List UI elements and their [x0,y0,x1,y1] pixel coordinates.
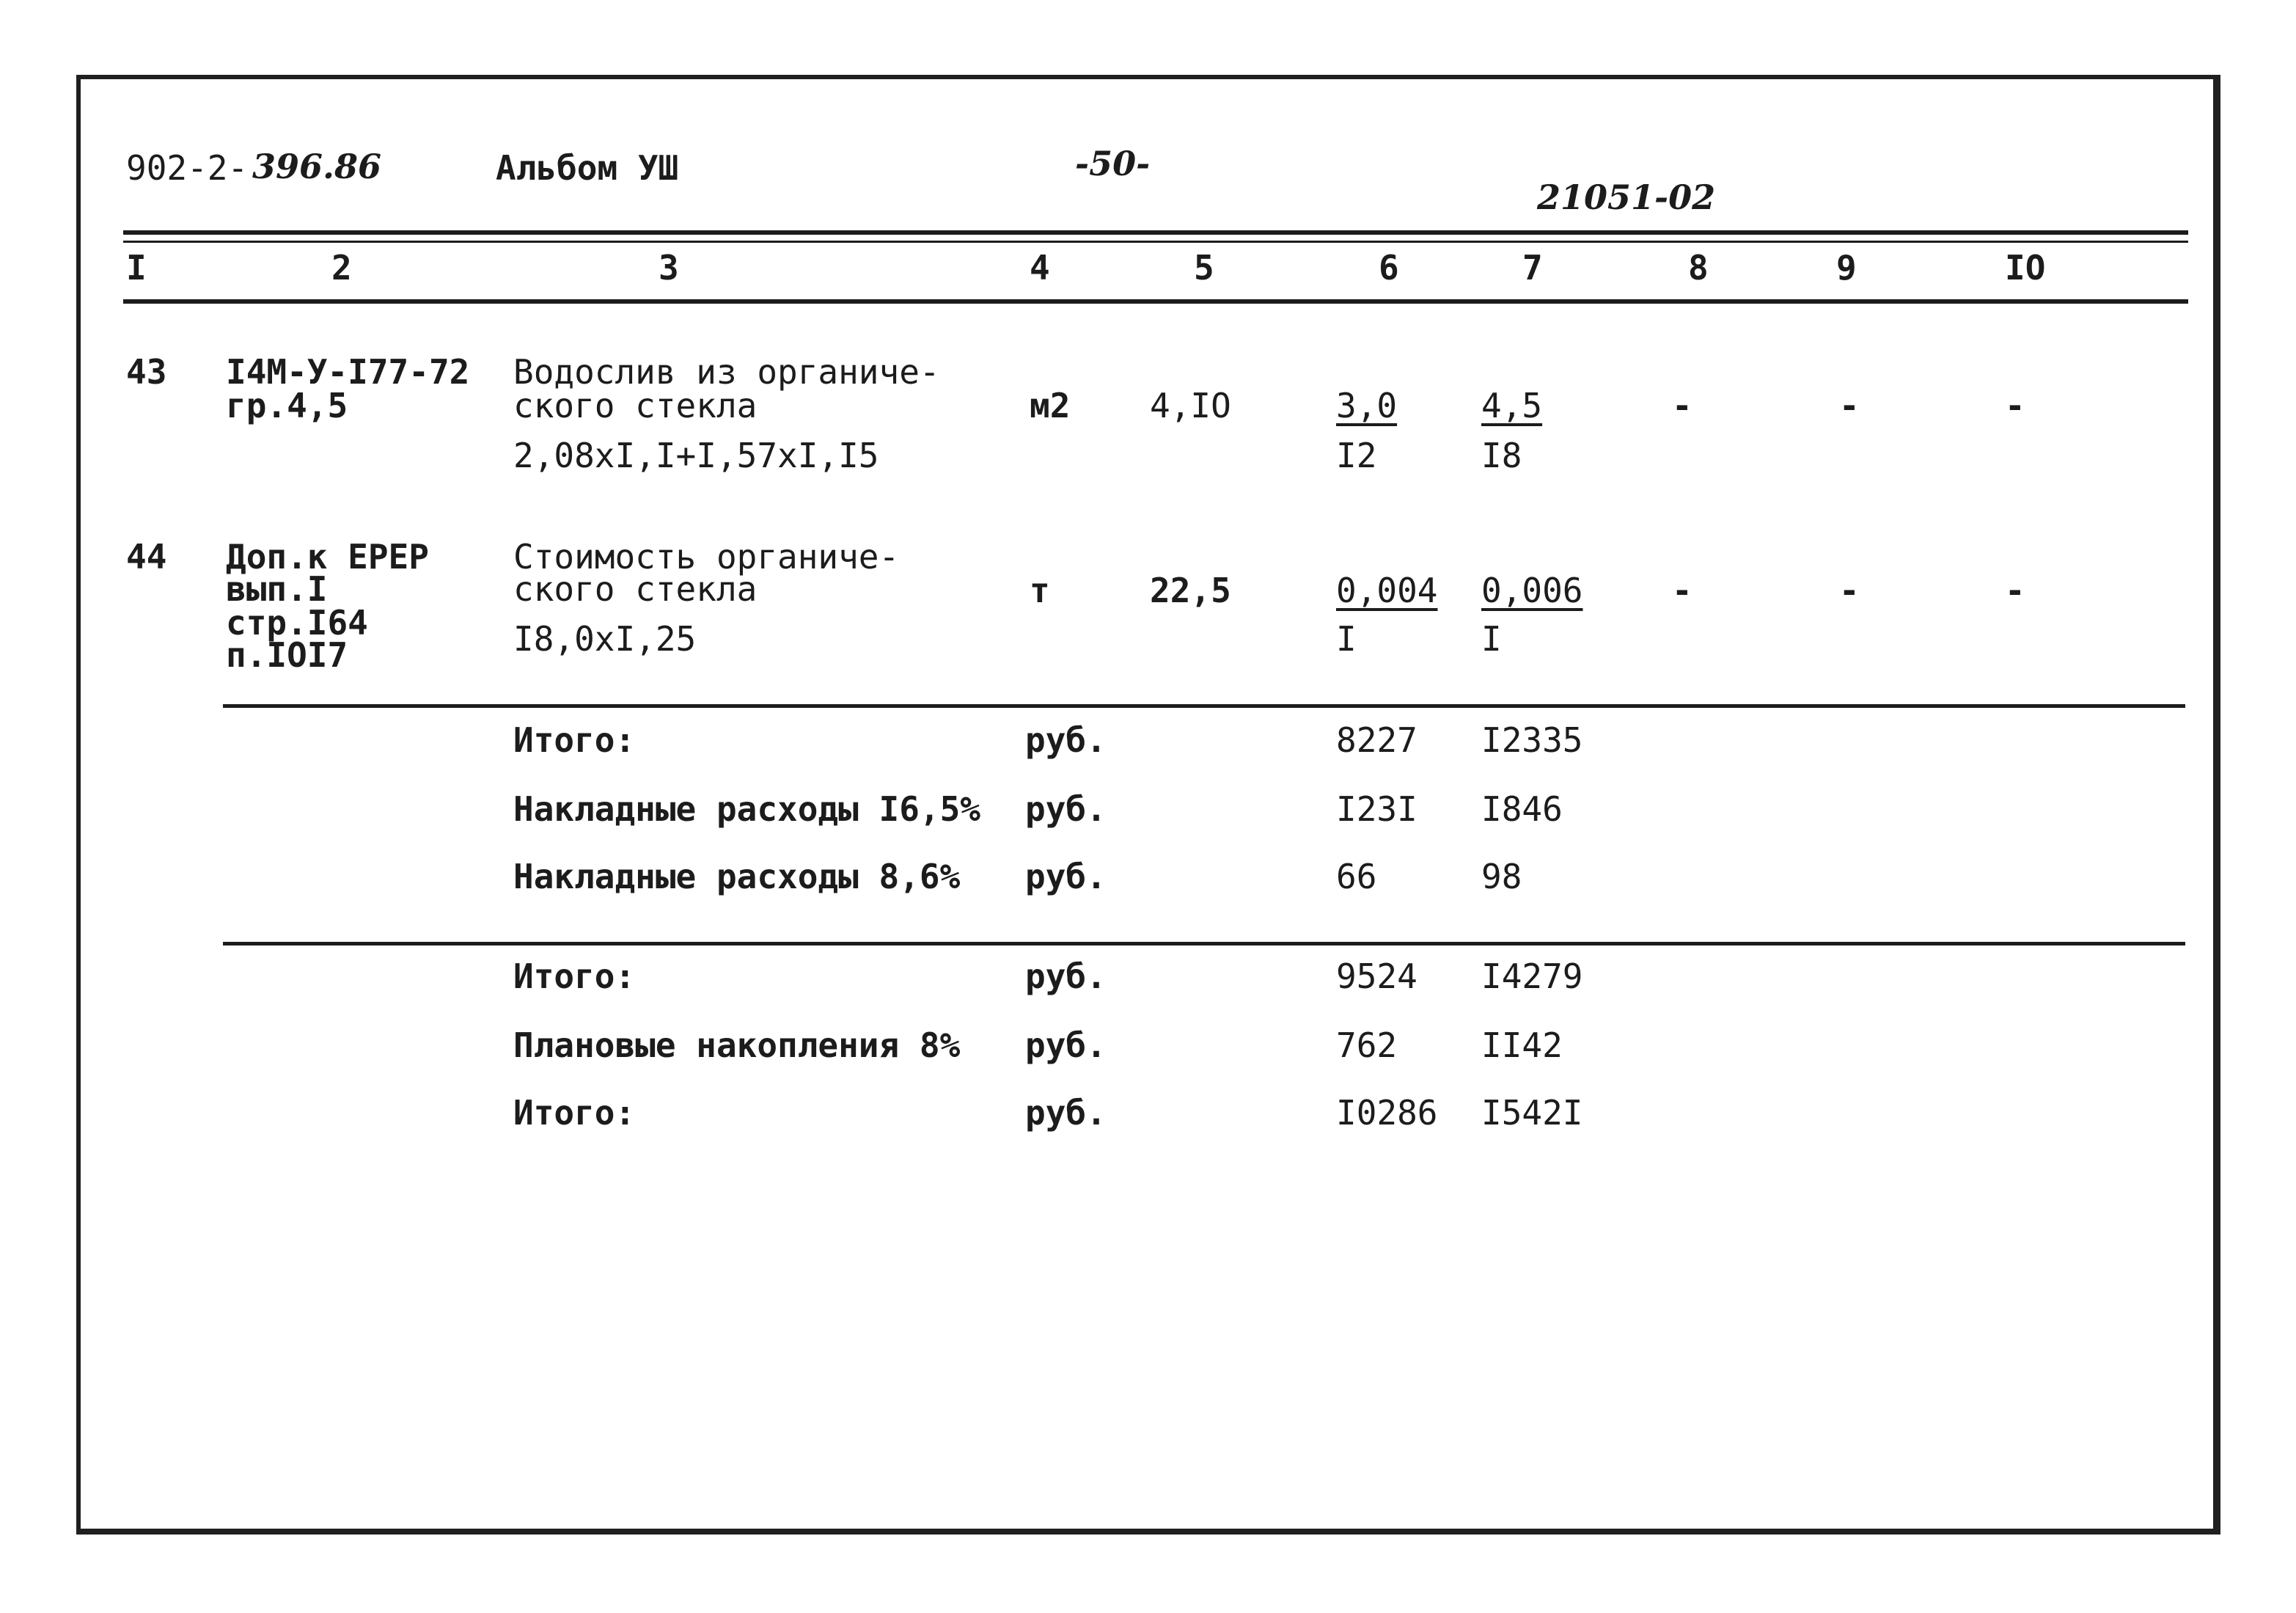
page-frame [76,75,2220,1535]
summary-col7: I4279 [1481,957,1583,996]
summary-col7: II42 [1481,1025,1563,1065]
column-header-4: 4 [1030,248,1050,288]
row-col10: - [2005,571,2025,610]
summary-unit: руб. [1025,957,1107,996]
column-header-9: 9 [1836,248,1857,288]
project-code-number: 396.86 [252,147,382,186]
summary-label: Итого: [513,957,636,996]
summary-rule-2 [223,942,2185,946]
column-header-8: 8 [1688,248,1709,288]
row-number: 43 [126,352,167,392]
row-quantity: 4,IO [1150,386,1231,425]
row-col7-norm: 0,006 [1481,571,1583,610]
summary-label: Накладные расходы I6,5% [513,789,980,829]
column-header-7: 7 [1522,248,1543,288]
row-reference-line: стр.I64 [226,603,368,643]
column-header-3: 3 [659,248,679,288]
summary-label: Плановые накопления 8% [513,1025,961,1065]
summary-col6: I0286 [1336,1093,1438,1133]
column-header-rule [123,299,2188,304]
column-header-2: 2 [331,248,352,288]
row-col6-value: I2 [1336,436,1377,475]
row-description-line: ского стекла [513,386,758,425]
column-header-6: 6 [1379,248,1399,288]
row-reference-line: гр.4,5 [226,386,348,425]
summary-label: Итого: [513,720,636,760]
header-top-rule-thin [123,241,2188,243]
row-reference-line: I4M-У-I77-72 [226,352,470,392]
row-description-line: ского стекла [513,569,758,609]
column-header-1: I [126,248,147,288]
summary-col7: 98 [1481,857,1522,896]
row-col6-norm: 0,004 [1336,571,1438,610]
row-col7-norm: 4,5 [1481,386,1543,425]
row-col7-value: I [1481,619,1502,659]
row-unit: м2 [1030,386,1071,425]
header-top-rule [123,230,2188,235]
summary-col6: 9524 [1336,957,1417,996]
summary-unit: руб. [1025,720,1107,760]
row-col8: - [1672,386,1692,425]
row-formula: I8,0xI,25 [513,619,697,659]
row-description-line: Стоимость органиче- [513,537,900,577]
summary-col6: I23I [1336,789,1417,829]
row-col7-value: I8 [1481,436,1522,475]
row-quantity: 22,5 [1150,571,1231,610]
row-col9: - [1839,386,1860,425]
summary-col6: 8227 [1336,720,1417,760]
row-col6-value: I [1336,619,1357,659]
row-reference-line: п.IOI7 [226,635,348,675]
row-col6-norm: 3,0 [1336,386,1398,425]
column-header-10: IO [2005,248,2046,288]
row-number: 44 [126,537,167,577]
summary-label: Итого: [513,1093,636,1133]
summary-unit: руб. [1025,857,1107,896]
summary-col7: I542I [1481,1093,1583,1133]
summary-col7: I2335 [1481,720,1583,760]
summary-unit: руб. [1025,789,1107,829]
summary-unit: руб. [1025,1025,1107,1065]
summary-col7: I846 [1481,789,1563,829]
summary-label: Накладные расходы 8,6% [513,857,961,896]
album-label: Альбом УШ [496,148,679,188]
project-code-prefix: 902-2- [126,148,249,188]
row-reference-line: вып.I [226,569,328,609]
row-col9: - [1839,571,1860,610]
column-header-5: 5 [1194,248,1214,288]
document-stamp-number: 21051-02 [1537,178,1716,217]
row-col10: - [2005,386,2025,425]
summary-col6: 762 [1336,1025,1398,1065]
summary-rule-1 [223,704,2185,708]
summary-col6: 66 [1336,857,1377,896]
row-description-line: Водослив из органиче- [513,352,940,392]
row-formula: 2,08xI,I+I,57xI,I5 [513,436,879,475]
summary-unit: руб. [1025,1093,1107,1133]
page-number: -50- [1075,144,1151,183]
row-col8: - [1672,571,1692,610]
row-reference-line: Доп.к ЕРЕР [226,537,429,577]
row-unit: т [1030,571,1050,610]
